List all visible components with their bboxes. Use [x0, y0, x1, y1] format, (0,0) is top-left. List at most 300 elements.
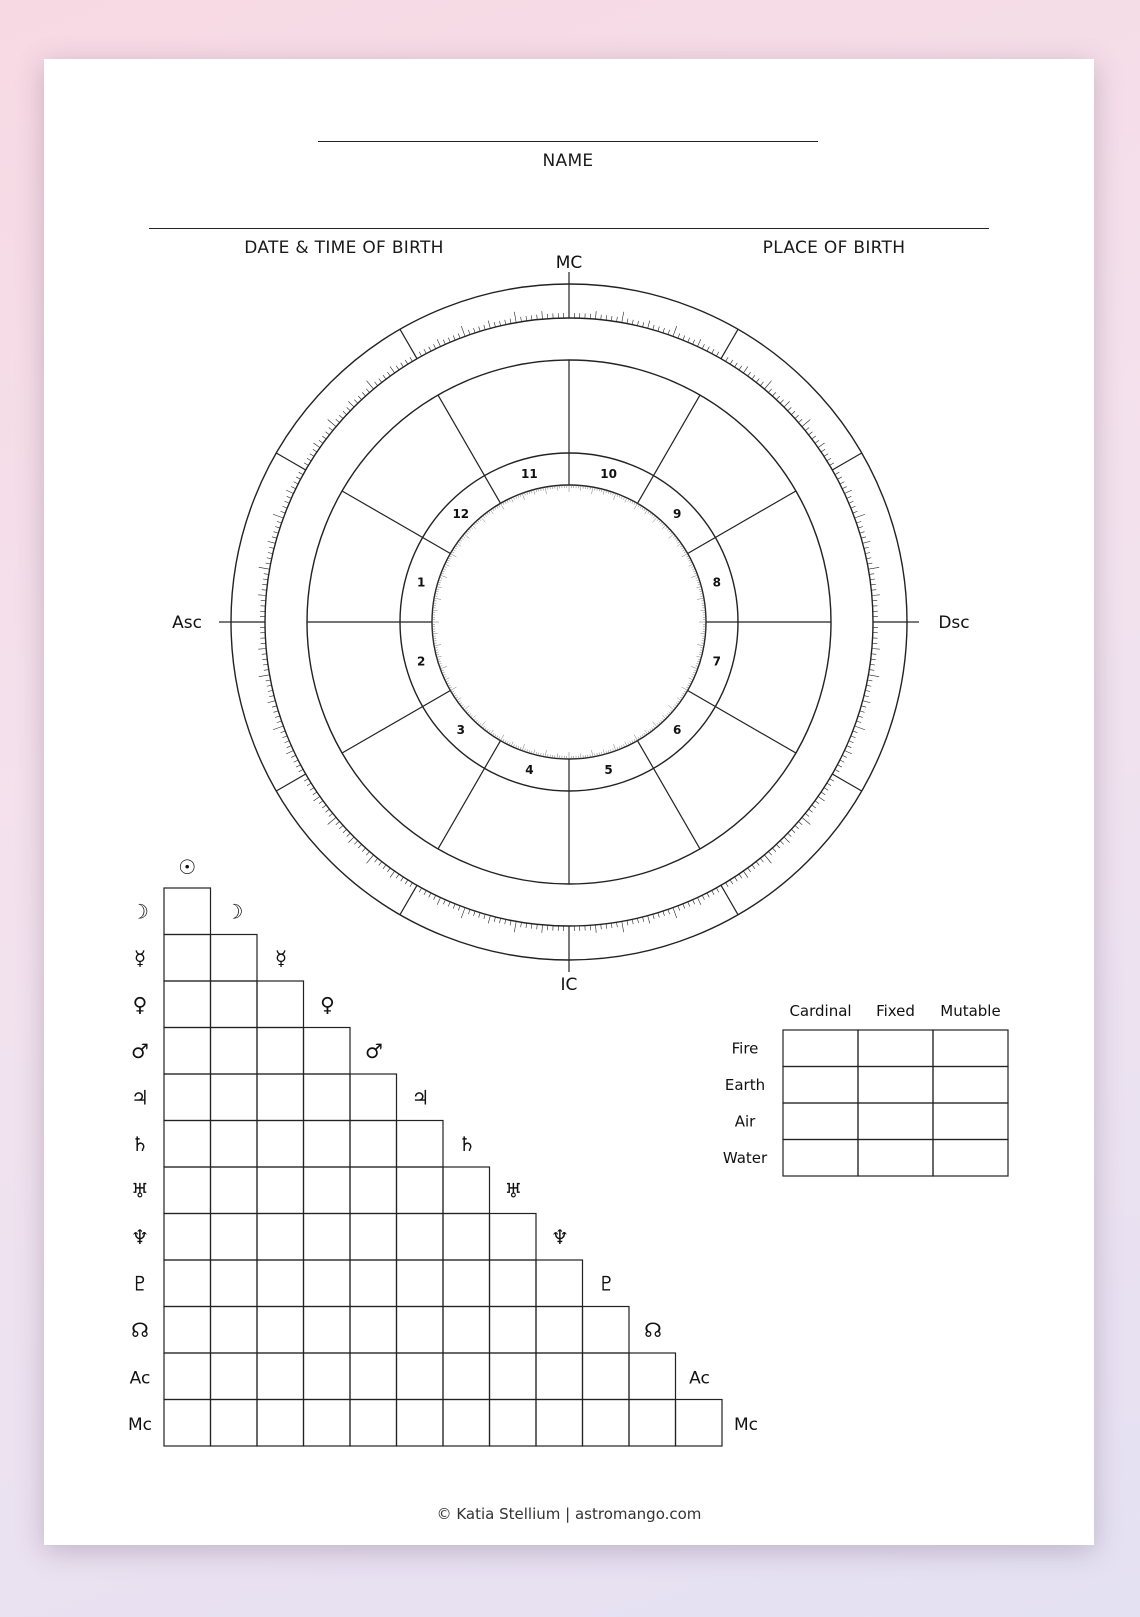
degree-tick: [827, 783, 831, 786]
degree-tick: [702, 344, 704, 348]
degree-tick: [269, 696, 274, 697]
degree-tick: [847, 496, 852, 498]
degree-tick: [653, 914, 654, 919]
degree-tick: [721, 885, 727, 895]
house-number-8: 8: [712, 575, 721, 590]
degree-tick: [601, 924, 602, 929]
degree-tick: [267, 685, 272, 686]
inner-degree-tick: [472, 525, 476, 529]
degree-tick: [283, 506, 288, 508]
aspect-cell: [164, 981, 211, 1028]
inner-degree-tick: [498, 505, 500, 508]
inner-degree-tick: [479, 519, 481, 521]
degree-tick: [461, 908, 465, 918]
aspect-cell: [536, 1307, 583, 1354]
element-row-fire: Fire: [731, 1039, 759, 1058]
aspect-cell: [304, 1214, 351, 1261]
degree-tick: [702, 895, 704, 899]
modality-cell: [858, 1140, 933, 1177]
inner-degree-tick: [689, 564, 694, 566]
aspect-cell: [211, 1028, 258, 1075]
house-number-2: 2: [417, 654, 426, 669]
element-row-water: Water: [722, 1148, 768, 1167]
degree-tick: [648, 916, 650, 924]
inner-degree-tick: [472, 715, 476, 719]
degree-tick: [868, 567, 879, 569]
degree-tick: [853, 731, 858, 733]
inner-degree-tick: [511, 498, 513, 503]
inner-degree-tick: [481, 722, 485, 727]
degree-tick: [730, 360, 733, 364]
degree-tick: [668, 330, 670, 335]
degree-tick: [537, 315, 538, 320]
aspect-cell: [397, 1121, 444, 1168]
inner-degree-tick: [653, 722, 657, 727]
degree-tick: [842, 487, 846, 489]
inner-degree-tick: [697, 656, 702, 657]
aspect-cell: [583, 1353, 630, 1400]
degree-tick: [855, 514, 865, 518]
aspect-diagonal-label: ☽: [225, 899, 244, 924]
degree-tick: [339, 415, 343, 418]
degree-tick: [424, 349, 426, 353]
degree-tick: [437, 898, 440, 905]
aspect-cell: [164, 935, 211, 982]
inner-degree-tick: [501, 503, 505, 509]
house-number-12: 12: [452, 506, 470, 521]
house-number-6: 6: [673, 723, 682, 738]
degree-tick: [272, 537, 277, 538]
degree-tick: [268, 541, 276, 543]
inner-degree-tick: [487, 729, 489, 731]
degree-tick: [795, 415, 799, 418]
inner-degree-tick: [474, 523, 476, 525]
aspect-cell: [536, 1353, 583, 1400]
degree-tick: [329, 428, 333, 431]
degree-tick: [632, 919, 633, 924]
degree-tick: [673, 908, 677, 918]
degree-tick: [479, 327, 480, 332]
aspect-cell: [536, 1260, 583, 1307]
degree-tick: [268, 690, 273, 691]
degree-tick: [870, 664, 875, 665]
degree-tick: [343, 411, 347, 414]
degree-tick: [262, 584, 267, 585]
degree-tick: [768, 389, 771, 393]
inner-degree-tick: [458, 701, 460, 703]
degree-tick: [328, 817, 336, 824]
degree-tick: [835, 769, 839, 771]
aspect-row-label: ♆: [131, 1224, 149, 1249]
degree-tick: [627, 319, 628, 324]
degree-tick: [268, 701, 276, 703]
degree-tick: [784, 401, 790, 407]
degree-tick: [401, 877, 404, 881]
aspect-cell: [164, 1400, 211, 1447]
degree-tick: [275, 527, 280, 529]
inner-degree-tick: [645, 510, 648, 514]
inner-degree-tick: [522, 493, 524, 500]
degree-tick: [453, 336, 455, 341]
degree-tick: [721, 349, 727, 359]
aspect-diagonal-label: ♆: [551, 1224, 569, 1249]
house-cusp: [688, 491, 796, 554]
degree-tick: [791, 411, 795, 414]
inner-degree-tick: [496, 506, 498, 509]
inner-degree-tick: [483, 516, 485, 518]
degree-tick: [434, 895, 436, 899]
inner-degree-tick: [697, 645, 704, 646]
inner-degree-tick: [434, 598, 441, 599]
degree-tick: [815, 801, 819, 804]
inner-degree-tick: [653, 516, 655, 518]
degree-tick: [339, 825, 343, 828]
degree-tick: [707, 893, 709, 897]
degree-tick: [863, 541, 871, 543]
inner-degree-tick: [467, 712, 469, 714]
degree-tick: [390, 366, 395, 373]
degree-tick: [281, 731, 286, 733]
modality-cell: [858, 1067, 933, 1104]
degree-tick: [354, 400, 357, 404]
inner-degree-tick: [488, 730, 490, 732]
degree-tick: [824, 788, 828, 791]
inner-degree-tick: [638, 737, 640, 740]
degree-tick: [474, 328, 476, 333]
degree-tick: [840, 760, 844, 762]
degree-tick: [343, 829, 347, 832]
degree-tick: [494, 917, 495, 922]
inner-degree-tick: [676, 703, 678, 705]
degree-tick: [448, 338, 450, 343]
degree-tick: [818, 443, 825, 448]
degree-tick: [443, 900, 445, 905]
degree-tick: [291, 487, 295, 489]
aspect-diagonal-label: ♄: [458, 1131, 476, 1156]
aspect-diagonal-label: Ac: [689, 1368, 710, 1389]
degree-tick: [275, 716, 280, 718]
degree-tick: [851, 736, 856, 738]
inner-degree-tick: [603, 750, 604, 755]
inner-degree-tick: [650, 513, 652, 515]
degree-tick: [821, 792, 825, 795]
degree-tick: [304, 463, 308, 466]
degree-tick: [272, 706, 277, 707]
inner-degree-tick: [470, 715, 472, 717]
degree-tick: [424, 890, 426, 894]
aspect-cell: [257, 1074, 304, 1121]
degree-tick: [611, 923, 612, 928]
aspect-cell: [397, 1214, 444, 1261]
aspect-cell: [443, 1307, 490, 1354]
inner-degree-tick: [651, 514, 653, 516]
aspect-cell: [211, 1400, 258, 1447]
degree-tick: [869, 670, 874, 671]
inner-degree-tick: [452, 691, 455, 693]
inner-degree-tick: [454, 695, 457, 697]
aspect-cell: [304, 1260, 351, 1307]
degree-tick: [285, 741, 290, 743]
degree-tick: [387, 372, 390, 376]
inner-degree-tick: [660, 720, 662, 722]
degree-tick: [405, 360, 408, 364]
degree-tick: [296, 765, 300, 767]
footer-credit: © Katia Stellium | astromango.com: [436, 1505, 702, 1523]
degree-tick: [856, 521, 861, 523]
modality-cell: [858, 1030, 933, 1067]
aspect-row-label: ♅: [131, 1178, 149, 1203]
degree-tick: [861, 537, 866, 538]
ic-label: IC: [560, 975, 578, 995]
degree-tick: [429, 347, 431, 351]
house-cusp: [342, 491, 450, 554]
degree-tick: [262, 659, 267, 660]
degree-tick: [871, 654, 876, 655]
degree-tick: [375, 858, 378, 862]
degree-tick: [860, 711, 865, 712]
aspect-cell: [583, 1307, 630, 1354]
inner-degree-tick: [454, 547, 457, 549]
aspect-row-label: ♃: [131, 1085, 149, 1110]
degree-tick: [526, 923, 527, 928]
degree-tick: [832, 774, 842, 780]
degree-tick: [410, 357, 413, 361]
inner-degree-tick: [675, 704, 677, 706]
inner-degree-tick: [657, 723, 659, 725]
degree-tick: [362, 848, 365, 852]
inner-degree-tick: [648, 730, 650, 732]
inner-degree-tick: [677, 543, 681, 546]
inner-degree-tick: [477, 520, 479, 522]
aspect-diagonal-label: ♀: [320, 992, 335, 1017]
aspect-cell: [350, 1121, 397, 1168]
inner-degree-tick: [534, 490, 535, 495]
degree-tick: [845, 490, 852, 493]
inner-degree-tick: [457, 543, 461, 546]
house-number-3: 3: [456, 723, 465, 738]
degree-tick: [273, 726, 283, 730]
degree-tick: [387, 868, 390, 872]
degree-tick: [832, 465, 842, 471]
modality-cell: [933, 1103, 1008, 1140]
inner-degree-tick: [644, 508, 646, 510]
degree-tick: [845, 750, 852, 753]
degree-tick: [531, 924, 532, 929]
aspect-cell: [536, 1400, 583, 1447]
inner-degree-tick: [461, 538, 463, 540]
aspect-cell: [164, 1260, 211, 1307]
aspect-cell: [257, 981, 304, 1028]
degree-tick: [735, 363, 738, 367]
degree-tick: [267, 558, 272, 559]
aspect-cell: [211, 1307, 258, 1354]
aspect-row-label: ♄: [131, 1131, 149, 1156]
degree-tick: [871, 590, 876, 591]
aspect-cell: [490, 1400, 537, 1447]
degree-tick: [367, 855, 374, 863]
degree-tick: [712, 890, 714, 894]
inner-degree-tick: [460, 540, 462, 542]
inner-degree-tick: [662, 523, 664, 525]
aspect-diagonal-label: Mc: [733, 1414, 759, 1435]
degree-tick: [683, 904, 685, 909]
inner-degree-tick: [483, 726, 485, 728]
degree-tick: [410, 883, 413, 887]
degree-tick: [296, 465, 306, 471]
degree-tick: [858, 527, 863, 529]
degree-tick: [712, 349, 714, 353]
degree-tick: [752, 865, 755, 869]
degree-tick: [812, 436, 816, 439]
degree-tick: [264, 670, 269, 671]
degree-tick: [824, 454, 828, 457]
degree-tick: [739, 874, 742, 878]
degree-tick: [531, 315, 532, 320]
aspect-cell: [304, 1028, 351, 1075]
inner-degree-tick: [466, 532, 468, 534]
asc-label: Asc: [172, 613, 202, 633]
degree-tick: [307, 783, 311, 786]
inner-degree-tick: [667, 529, 669, 531]
degree-tick: [868, 675, 879, 677]
inner-degree-tick: [463, 536, 465, 538]
aspect-row-label: Ac: [129, 1368, 151, 1389]
inner-degree-tick: [485, 728, 487, 730]
aspect-cell: [257, 1400, 304, 1447]
aspect-cell: [257, 1167, 304, 1214]
degree-tick: [453, 904, 455, 909]
degree-tick: [285, 501, 290, 503]
degree-tick: [864, 696, 869, 697]
inner-degree-tick: [453, 549, 456, 551]
inner-degree-tick: [669, 530, 671, 532]
modality-cell: [858, 1103, 933, 1140]
aspect-cell: [443, 1167, 490, 1214]
aspect-row-label: Mc: [127, 1414, 153, 1435]
degree-tick: [468, 909, 470, 914]
aspect-cell: [211, 1260, 258, 1307]
inner-degree-tick: [644, 733, 646, 735]
degree-tick: [514, 921, 516, 932]
aspect-cell: [211, 1074, 258, 1121]
inner-degree-tick: [469, 713, 471, 715]
degree-tick: [693, 340, 695, 345]
house-cusp: [438, 395, 501, 503]
aspect-cell: [257, 1307, 304, 1354]
aspect-grid: [128, 855, 758, 1446]
degree-tick: [637, 321, 638, 326]
degree-tick: [653, 325, 654, 330]
degree-tick: [760, 382, 763, 386]
house-cusp: [438, 741, 501, 849]
degree-tick: [274, 711, 279, 712]
degree-tick: [287, 746, 292, 748]
inner-degree-tick: [640, 736, 642, 739]
degree-tick: [383, 865, 386, 869]
inner-degree-tick: [476, 522, 478, 524]
degree-tick: [788, 407, 792, 410]
degree-tick: [735, 877, 738, 881]
aspect-cell: [397, 1260, 444, 1307]
degree-tick: [632, 320, 633, 325]
aspect-cell: [583, 1400, 630, 1447]
degree-tick: [780, 400, 783, 404]
degree-tick: [542, 311, 543, 319]
inner-degree-tick: [675, 538, 677, 540]
inner-degree-tick: [697, 598, 704, 599]
degree-tick: [437, 339, 440, 346]
inner-degree-tick: [458, 541, 460, 543]
degree-tick: [488, 321, 490, 329]
degree-tick: [622, 921, 624, 932]
degree-tick: [326, 809, 330, 812]
degree-tick: [726, 883, 729, 887]
degree-tick: [772, 392, 775, 396]
inner-degree-tick: [673, 706, 675, 708]
inner-degree-tick: [437, 587, 442, 588]
degree-tick: [322, 805, 326, 808]
aspect-cell: [397, 1353, 444, 1400]
house-cusp: [638, 741, 701, 849]
degree-tick: [526, 316, 527, 321]
inner-degree-tick: [625, 742, 627, 747]
inner-degree-tick: [466, 710, 468, 712]
aspect-cell: [350, 1307, 397, 1354]
degree-tick: [366, 851, 369, 855]
house-number-4: 4: [525, 762, 534, 777]
aspect-cell: [304, 1400, 351, 1447]
degree-tick: [499, 321, 500, 326]
aspect-cell: [257, 1214, 304, 1261]
degree-tick: [849, 501, 854, 503]
aspect-cell: [257, 1121, 304, 1168]
degree-tick: [266, 680, 271, 681]
degree-tick: [707, 347, 709, 351]
degree-tick: [866, 685, 871, 686]
degree-tick: [396, 874, 399, 878]
degree-tick: [867, 680, 872, 681]
modality-table: [723, 1002, 1008, 1176]
inner-degree-tick: [681, 547, 684, 549]
inner-degree-tick: [645, 730, 648, 734]
aspect-cell: [211, 935, 258, 982]
degree-tick: [304, 779, 308, 782]
inner-degree-tick: [453, 693, 456, 695]
aspect-cell: [490, 1260, 537, 1307]
aspect-cell: [304, 1353, 351, 1400]
degree-tick: [262, 590, 267, 591]
inner-degree-tick: [669, 534, 674, 538]
degree-tick: [743, 871, 748, 878]
degree-tick: [776, 844, 779, 848]
degree-tick: [606, 924, 607, 929]
degree-tick: [521, 922, 522, 927]
degree-tick: [837, 477, 841, 479]
aspect-cell: [490, 1307, 537, 1354]
inner-degree-tick: [653, 726, 655, 728]
inner-degree-tick: [545, 487, 546, 494]
modality-cell: [933, 1067, 1008, 1104]
degree-tick: [307, 458, 311, 461]
aspect-cell: [350, 1400, 397, 1447]
degree-tick: [299, 769, 303, 771]
degree-tick: [853, 511, 858, 513]
degree-tick: [595, 925, 596, 933]
aspect-cell: [304, 1074, 351, 1121]
degree-tick: [499, 918, 500, 923]
degree-tick: [479, 913, 480, 918]
aspect-cell: [629, 1353, 676, 1400]
